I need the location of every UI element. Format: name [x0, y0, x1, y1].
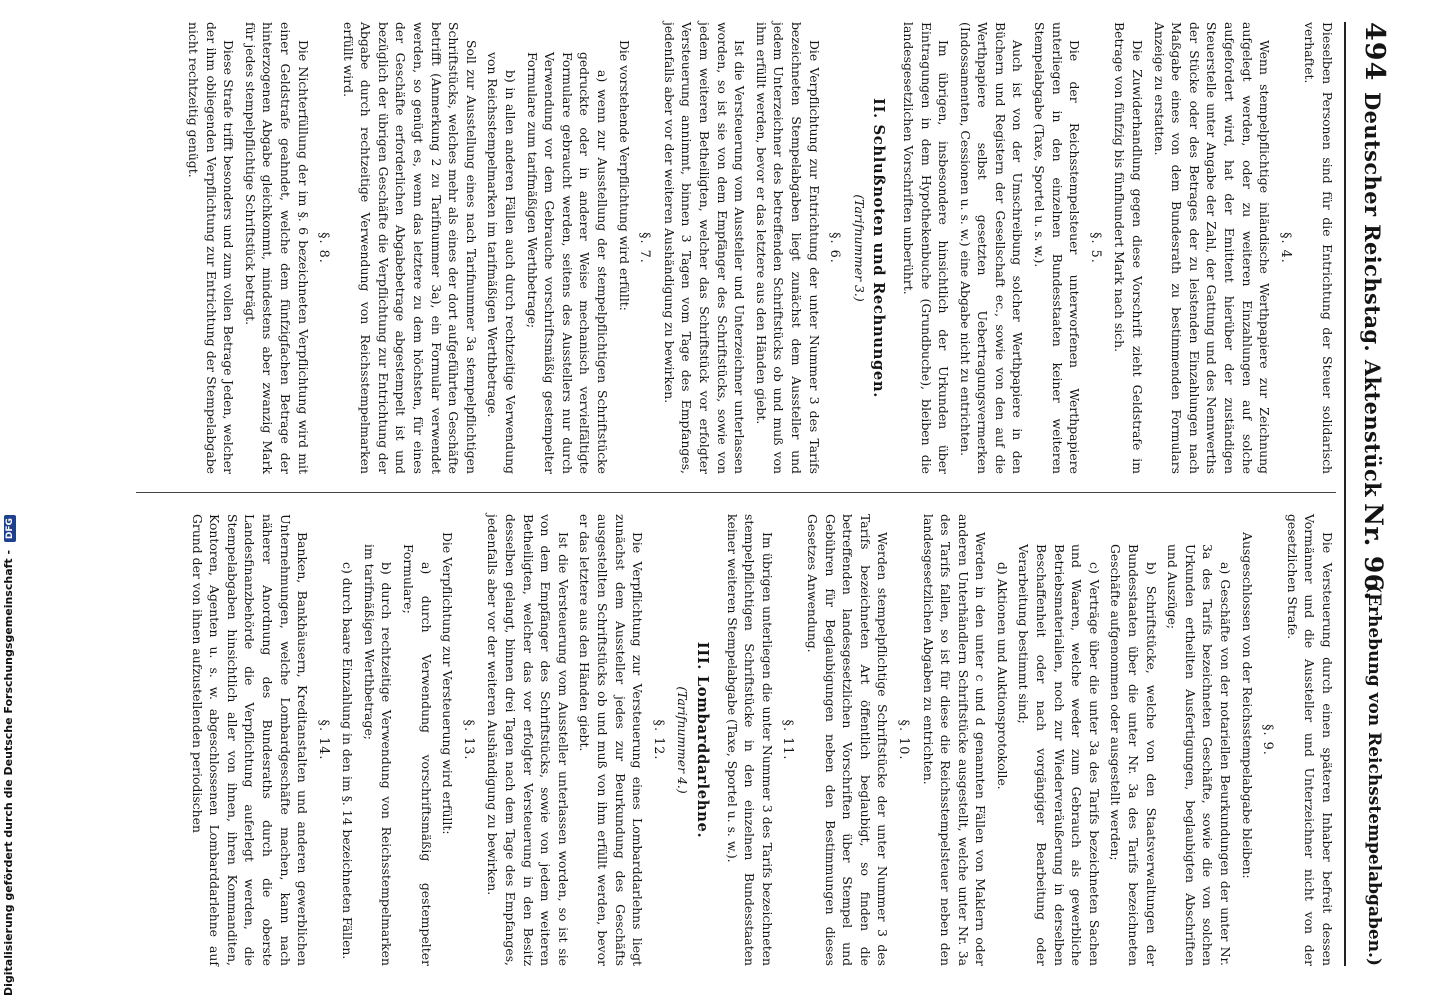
paragraph: Die Verpflichtung zur Versteuerung eines Lombarddarlehns liegt zunächst dem Aussteller jedes zur Beurkundung des Geschäfts ausgestellten Schriftstücks ob und muß von ihm erfüllt werden, bevor er das letztere aus den Händen giebt.: [577, 514, 646, 966]
section-number: §. 12.: [650, 719, 666, 761]
paragraph: Ist die Versteuerung vom Aussteller unterlassen worden, so ist sie von dem Empfänger des Schriftstücks, sowie von jedem weiteren Betheiligten, welcher das vor erfolgter Versteuerung in den Besitz desselben gelangt, binnen drei Tagen nach dem Tage des Empfanges, jedenfalls aber vor der weiteren Aushändigung zu bewirken.: [485, 514, 571, 966]
paragraph: Im übrigen, insbesondere hinsichtlich der Urkunden über Eintragungen in dem Hypothekenbuche (Grundbuche), bleiben die landesgesetzlichen Vorschriften unberührt.: [900, 22, 952, 474]
dfg-logo-icon: DFG: [4, 515, 16, 542]
paragraph: Diese Strafe trifft besonders und zum vollen Betrage Jeden, welcher der ihm obliegenden Verpflichtung zur Entrichtung der Stempelabgabe nicht rechtzeitig genügt.: [185, 22, 237, 474]
paragraph: Soll zur Ausstellung eines nach Tarifnummer 3a stempelpflichtigen Schriftstücks, welches mehr als eines der dort aufgeführten Geschäfte betrifft (Anmerkung 2 zu Tarifnummer 3a), ein Formular verwendet werden, so genügt es, wenn das letztere zu dem höchsten, für eines der Geschäfte erforderlichen Abgabebetrage abgestempelt ist und bezüglich der übrigen Geschäfte die Verpflichtung zur Entrichtung der Abgabe durch rechtzeitige Verwendung von Reichsstempelmarken erfüllt wird.: [340, 22, 479, 474]
paragraph: Werden in den unter c und d genannten Fällen von Maklern oder anderen Unterhändlern Schriftstücke ausgestellt, welche unter Nr. 3a des Tarifs fallen, so ist für diese die Reichsstempelsteuer neben den landesgesetzlichen Abgaben zu entrichten.: [920, 514, 989, 966]
paragraph: Die vorstehende Verpflichtung wird erfüllt:: [616, 40, 632, 311]
section-number: §. 13.: [460, 719, 476, 761]
chapter-subheading: (Tarifnummer 3.): [851, 194, 867, 302]
paragraph: Im übrigen unterliegen die unter Nummer 3 des Tarifs bezeichneten stempelpflichtigen Schriftstücke in den einzelnen Bundesstaaten keiner weiteren Stempelabgabe (Taxe, Sportel u. s. w.).: [724, 514, 775, 966]
list-item: a) durch Verwendung vorschriftsmäßig gestempelter Formulare;: [401, 544, 434, 966]
paragraph: Dieselben Personen sind für die Entrichtung der Steuer solidarisch verhaftet.: [1302, 22, 1335, 474]
paragraph: Auch ist von der Umschreibung solcher Werthpapiere in den Büchern und Registern der Gesellschaft ec., sowie von den auf die Werthpapiere selbst gesetzten Uebertragungsvermerken (Indossamenten, Cessionen u. s. w.) eine Abgabe nicht zu entrichten.: [957, 22, 1026, 474]
list-item: b) in allen anderen Fällen auch durch rechtzeitige Verwendung von Reichsstempelmarken im tarifmäßigen Werthbetrage.: [485, 52, 519, 474]
digitization-credit: [2, 515, 16, 996]
section-number: §. 5.: [1087, 232, 1103, 264]
section-number: §. 7.: [637, 232, 653, 264]
chapter-subheading: (Tarifnummer 4.): [675, 686, 691, 794]
list-item: b) durch rechtzeitige Verwendung von Reichsstempelmarken im tarifmäßigen Werthbetrage;: [361, 544, 395, 966]
header-rule: [1344, 22, 1346, 966]
list-item: b) Schriftstücke, welche von den Staatsverwaltungen der Bundesstaaten über die unter Nr. 3a des Tarifs bezeichneten Geschäfte aufgenommen oder ausgestellt werden;: [1108, 544, 1159, 966]
list-item: a) Geschäfte von der notariellen Beurkundungen der unter Nr. 3a des Tarifs bezeichneten Geschäfte, sowie die von solchen Urkunden ertheilten Ausfertigungen, beglaubigten Abschriften und Auszüge;: [1165, 544, 1234, 966]
paragraph: Ausgeschlossen von der Reichsstempelabgabe bleiben:: [1239, 532, 1255, 879]
section-number: §. 9.: [1260, 724, 1276, 756]
paragraph: Die Zuwiderhandlung gegen diese Vorschrift zieht Geldstrafe im Betrage von fünfzig bis fünfhundert Mark nach sich.: [1112, 22, 1146, 474]
rotated-document-page: [118, 4, 1408, 984]
chapter-heading: II. Schlußnoten und Rechnungen.: [870, 97, 888, 399]
page-number: 494: [1359, 22, 1390, 82]
paragraph: Werden stempelpflichtige Schriftstücke der unter Nummer 3 des Tarifs bezeichneten Art öffentlich beglaubigt, so finden die betreffenden landesgesetzlichen Vorschriften über Stempel und Gebühren für Beglaubigungen neben den Bestimmungen dieses Gesetzes Anwendung.: [804, 514, 891, 966]
section-number: §. 4.: [1277, 232, 1293, 264]
digitization-credit-text: Digitalisierung gefördert durch die Deutsche Forschungsgemeinschaft -: [2, 549, 15, 996]
section-number: §. 11.: [780, 719, 796, 761]
paragraph: Ist die Versteuerung vom Aussteller und Unterzeichner unterlassen worden, so ist sie von dem Empfänger des Schriftstücks, sowie von jedem weiteren Betheiligten, welcher das Schriftstück vor erfolgter Versteuerung annimmt, binnen 3 Tagen vom Tage des Empfanges, jedenfalls aber vor der weiteren Aushändigung zu bewirken.: [661, 22, 748, 474]
right-column: [184, 514, 1336, 966]
paragraph: Die Versteuerung durch einen späteren Inhaber befreit dessen Vormänner und die Aussteller und Unterzeichner nicht von der gesetzlichen Strafe.: [1284, 514, 1335, 966]
chapter-heading: III. Lombarddarlehne.: [694, 641, 711, 839]
section-number: §. 14.: [315, 719, 331, 761]
paragraph: Die der Reichsstempelsteuer unterworfenen Werthpapiere unterliegen in den einzelnen Bundesstaaten keiner weiteren Stempelabgabe (Taxe, Sportel u. s. w.).: [1032, 22, 1083, 474]
paragraph: Wenn stempelpflichtige inländische Werthpapiere zur Zeichnung aufgelegt werden, oder zu weiteren Einzahlungen auf solche aufgefordert wird, hat der Emittent hierüber der zuständigen Steuerstelle unter Angabe der Zahl, der Gattung und des Nennwerths der Stücke oder des Betrages der zu leistenden Einzahlungen nach Maßgabe eines von dem Bundesrath zu bestimmenden Formulars Anzeige zu erstatten.: [1151, 22, 1273, 474]
running-subtitle: (Erhebung von Reichsstempelabgaben.): [1364, 585, 1384, 966]
paragraph: Banken, Bankhäusern, Kreditanstalten und anderen gewerblichen Unternehmungen, welche Lombardgeschäfte machen, kann nach näherer Anordnung des Bundesraths durch die oberste Landesfinanzbehörde die Verpflichtung auferlegt werden, die Stempelabgaben hinsichtlich aller von ihnen, ihren Kommanditen, Kontoren, Agenten u. s. w. abgeschlossenen Lombarddarlehne auf Grund der von ihnen aufzustellenden periodischen: [189, 514, 311, 966]
paragraph: Die Verpflichtung zur Versteuerung wird erfüllt:: [440, 532, 456, 835]
section-number: §. 8.: [316, 232, 332, 264]
running-title-text: Deutscher Reichstag. Aktenstück: [1360, 92, 1385, 498]
paragraph: Die Verpflichtung zur Entrichtung der unter Nummer 3 des Tarifs bezeichneten Stempelabgaben liegt zunächst dem Aussteller und jedem Unterzeichner des betreffenden Schriftstücks ob und muß von ihm erfüllt werden, bevor er das letztere aus den Händen giebt.: [753, 22, 822, 474]
list-item: c) durch baare Einzahlung in den im §. 14 bezeichneten Fällen.: [340, 562, 356, 960]
list-item: d) Aktionen und Auktionsprotokolle.: [994, 562, 1010, 790]
left-column: [180, 22, 1336, 474]
section-number: §. 10.: [895, 719, 911, 761]
list-item: a) wenn zur Ausstellung der stempelpflichtigen Schriftstücke gedruckte oder in anderer Weise mechanisch vervielfältigte Formulare gebraucht werden, seitens des Ausstellers nur durch Verwendung vor dem Gebrauche vorschriftsmäßig gestempelter Formulare zum tarifmäßigen Werthbetrage;: [524, 52, 611, 474]
running-title: [1359, 92, 1388, 601]
list-item: c) Verträge über die unter 3a des Tarifs bezeichneten Sachen und Waaren, welche weder zum Gebrauch als gewerbliche Betriebsmaterialien, noch zur Wiederveräußerung in derselben Beschaffenheit oder nach vorgängiger Bearbeitung oder Verarbeitung bestimmt sind;: [1016, 544, 1102, 966]
issue-number: Nr. 96.: [1359, 503, 1388, 601]
section-number: §. 6.: [827, 232, 843, 264]
column-divider: [136, 492, 1336, 493]
paragraph: Die Nichterfüllung der im §. 6 bezeichneten Verpflichtung wird mit einer Geldstrafe geahndet, welche dem fünfzigfachen Betrage der hinterzogenen Abgabe gleichkommt, mindestens aber zwanzig Mark für jedes stempelpflichtige Schriftstück beträgt.: [242, 22, 311, 474]
page-header: [1348, 22, 1390, 966]
